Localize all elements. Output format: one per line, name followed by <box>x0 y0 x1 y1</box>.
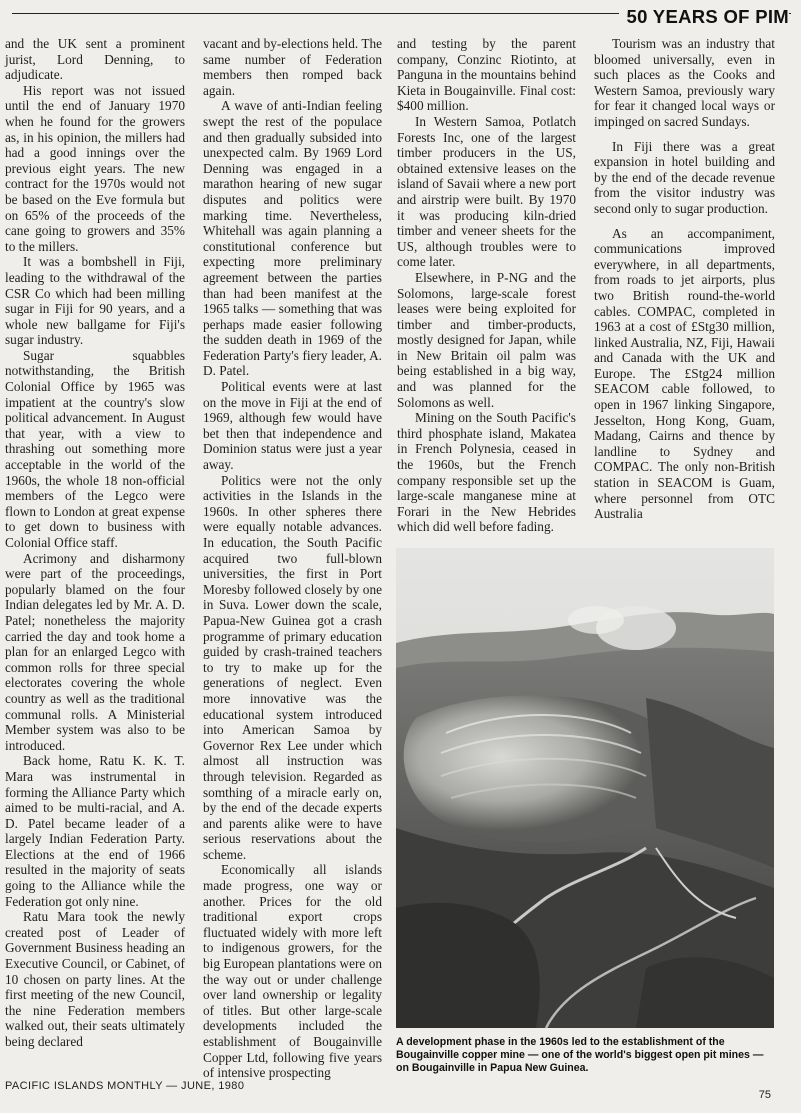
paragraph: His report was not issued until the end of January 1970 when he found for the growers as, in his opinion, the millers had had a good innings over the previous eight years. The new contract for the 1970s would not be based on the Eve formula but on 65% of the proceeds of the cane going to growers and 35% to the millers. <box>5 82 185 254</box>
paragraph: Mining on the South Pacific's third phosphate island, Makatea in French Polynesia, ceased in the 1960s, but the French company responsible set up the large-scale manganese mine at Forari in the New Hebrides which did well before fading. <box>397 410 576 535</box>
article-column-1 <box>5 36 185 1050</box>
paragraph: Economically all islands made progress, one way or another. Prices for the old traditional export crops fluctuated widely with more left to indigenous growers, for the big European plantations were on the way out or under challenge over land ownership or legality of titles. But other large-scale developments included the establishment of Bougainville Copper Ltd, following five years of intensive prospecting <box>203 862 382 1081</box>
paragraph: Elsewhere, in P-NG and the Solomons, large-scale forest leases were being exploited for timber and timber-products, mostly designed for Japan, while in New Britain oil palm was being established in a big way, and was planned for the Solomons as well. <box>397 269 576 410</box>
paragraph: Political events were at last on the move in Fiji at the end of 1969, although few would have bet then that independence and Dominion status were just a year away. <box>203 379 382 473</box>
article-column-3 <box>397 36 576 535</box>
paragraph: Acrimony and disharmony were part of the proceedings, popularly blamed on the four Indian delegates led by Mr. A. D. Patel; nonetheless the majority carried the day and took home a plan for an enlarged Legco with common rolls for three special electorates covering the whole country as well as the traditional communal rolls. A Ministerial Member system was also to be introduced. <box>5 550 185 753</box>
mine-photo <box>396 548 774 1028</box>
paragraph: and the UK sent a prominent jurist, Lord Denning, to adjudicate. <box>5 36 185 83</box>
publication-footer: PACIFIC ISLANDS MONTHLY — JUNE, 1980 <box>5 1080 245 1092</box>
paragraph: Politics were not the only activities in the Islands in the 1960s. In other spheres there were equally notable advances. In education, the South Pacific acquired two full-blown universities, the first in Port Moresby followed closely by one in Suva. Lower down the scale, Papua-New Guinea got a crash programme of primary education guided by crash-trained teachers to try to make up for the generations of neglect. Even more innovative was the educational system introduced into American Samoa by Governor Rex Lee under which almost all instruction was through television. Regarded as somthing of a miracle early on, by the end of the decade experts and parents alike were to have serious reservations about the scheme. <box>203 472 382 862</box>
paragraph: It was a bombshell in Fiji, leading to the withdrawal of the CSR Co which had been milling sugar in Fiji for 90 years, and a whole new ballgame for Fiji's sugar industry. <box>5 254 185 348</box>
article-column-2 <box>203 36 382 1081</box>
paragraph: Sugar squabbles notwithstanding, the British Colonial Office by 1965 was impatient at the country's slow political advancement. In August that year, with a view to thrashing out something more acceptable in the world of the 1960s, the whole 18 non-official members of the Legco were flown to London at great expense to get down to business with Colonial Office staff. <box>5 347 185 550</box>
paragraph: and testing by the parent company, Conzinc Riotinto, at Panguna in the mountains behind Kieta in Bougainville. Final cost: $400 million. <box>397 36 576 114</box>
paragraph: In Western Samoa, Potlatch Forests Inc, one of the largest timber producers in the US, obtained extensive leases on the island of Savaii where a new port and airstrip were built. By 1970 it was producing kiln-dried timber and veneer sheets for the US, although troubles were to come later. <box>397 113 576 270</box>
page-number: 75 <box>758 1089 771 1101</box>
paragraph: Ratu Mara took the newly created post of Leader of Government Business heading an Executive Council, or Cabinet, of 10 chosen on party lines. At the first meeting of the new Council, the nine Federation members walked out, their seats ultimately being declared <box>5 909 185 1049</box>
photo-caption: A development phase in the 1960s led to the establishment of the Bougainville copper mine — one of the world's biggest open pit mines — on Bougainville in Papua New Guinea. <box>396 1036 764 1074</box>
article-column-4 <box>594 36 775 522</box>
paragraph: In Fiji there was a great expansion in hotel building and by the end of the decade revenue from the visitor industry was second only to sugar production. <box>594 138 775 216</box>
section-header: 50 YEARS OF PIM <box>619 6 789 28</box>
paragraph: Back home, Ratu K. K. T. Mara was instrumental in forming the Alliance Party which aimed to be multi-racial, and A. D. Patel became leader of a largely Indian Federation Party. Elections at the end of 1966 resulted in the majority of seats going to the Alliance while the Federation got only nine. <box>5 753 185 909</box>
paragraph: A wave of anti-Indian feeling swept the rest of the populace and then gradually subsided into unexpected calm. By 1969 Lord Denning was engaged in a marathon hearing of new sugar disputes and politics were marking time. Nevertheless, Whitehall was again planning a constitutional conference but expecting more preliminary agreement between the parties than had been manifest at the 1965 talks — something that was perhaps made easier following the sudden death in 1969 of the Federation Party's fiery leader, A. D. Patel. <box>203 98 382 379</box>
paragraph: As an accompaniment, communications improved everywhere, in all departments, from roads to jet airports, plus two British round-the-world cables. COMPAC, completed in 1963 at a cost of £Stg30 million, linked Australia, NZ, Fiji, Hawaii and Canada with the UK and Europe. The £Stg24 million SEACOM cable followed, to open in 1967 linking Singapore, Jesselton, Hong Kong, Guam, Madang, Cairns and thence by landline to Sydney and COMPAC. The only non-British station in SEACOM is Guam, where personnel from OTC Australia <box>594 225 775 522</box>
paragraph: vacant and by-elections held. The same number of Federation members then romped back again. <box>203 36 382 98</box>
paragraph: Tourism was an industry that bloomed universally, even in such places as the Cooks and Western Samoa, previously wary for fear it changed local ways or impinged on sacred Sundays. <box>594 36 775 129</box>
